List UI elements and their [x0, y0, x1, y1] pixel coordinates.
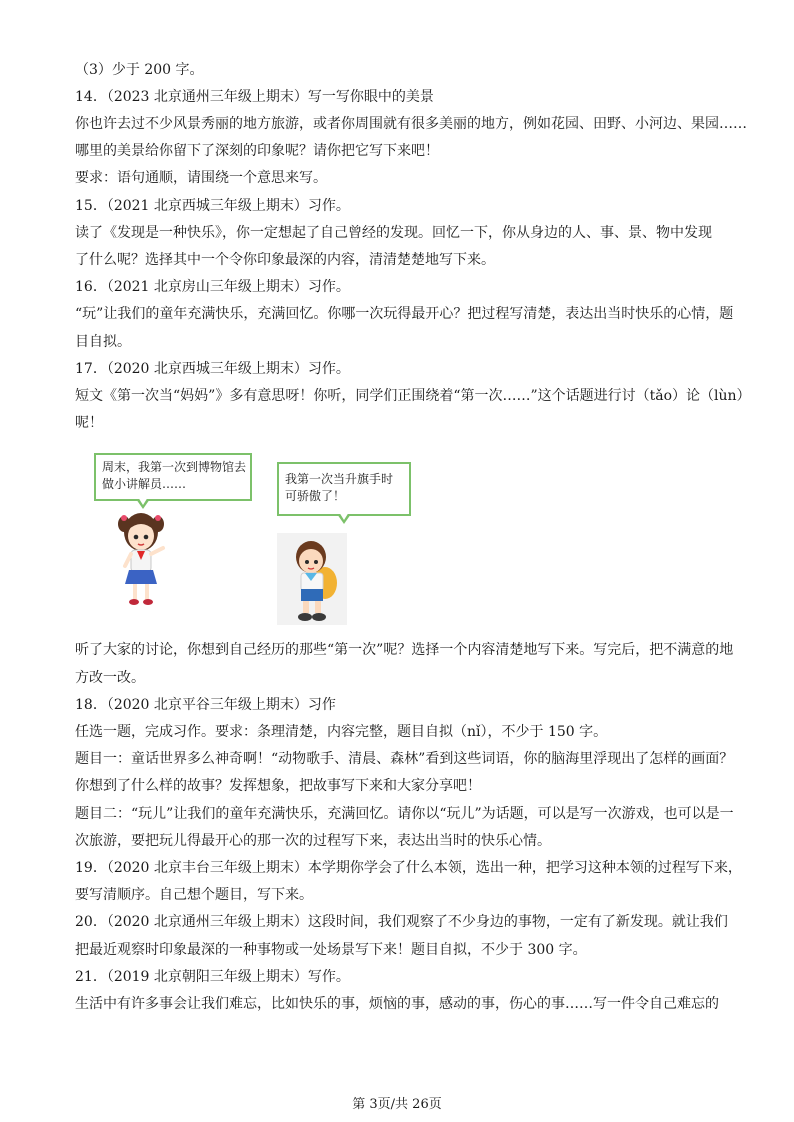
text-line: 呢！	[75, 415, 103, 431]
bubble-text: 周末，我第一次到博物馆去	[102, 460, 247, 474]
text-line: 短文《第一次当“妈妈”》多有意思呀！你听，同学们正围绕着“第一次……”这个话题进行讨（tǎo）论（lùn）	[75, 388, 751, 404]
question-18-heading: 18．（2020 北京平谷三年级上期末）习作	[75, 697, 336, 713]
girl-speech-bubble	[94, 453, 252, 501]
text-line: 把最近观察时印象最深的一种事物或一处场景写下来！题目自拟，不少于 300 字。	[75, 942, 587, 958]
text-line: 生活中有许多事会让我们难忘，比如快乐的事，烦恼的事，感动的事，伤心的事……写一件令自己难忘的	[75, 996, 719, 1012]
text-line: （3）少于 200 字。	[75, 62, 204, 78]
text-line: 次旅游，要把玩儿得最开心的那一次的过程写下来，表达出当时的快乐心情。	[75, 833, 551, 849]
question-20-heading: 20．（2020 北京通州三年级上期末）这段时间，我们观察了不少身边的事物，一定有了新发现。就让我们	[75, 914, 728, 930]
question-17-heading: 17．（2020 北京西城三年级上期末）习作。	[75, 361, 350, 377]
question-19-heading: 19．（2020 北京丰台三年级上期末）本学期你学会了什么本领，选出一种，把学习这种本领的过程写下来，	[75, 860, 742, 876]
text-line: 读了《发现是一种快乐》，你一定想起了自己曾经的发现。回忆一下，你从身边的人、事、景、物中发现	[75, 225, 712, 241]
bubble-text: 可骄傲了！	[285, 489, 346, 503]
text-line: 方改一改。	[75, 670, 145, 686]
text-line: 你想到了什么样的故事？发挥想象，把故事写下来和大家分享吧！	[75, 778, 481, 794]
text-line: 任选一题，完成习作。要求：条理清楚，内容完整，题目自拟（nǐ），不少于 150 字。	[75, 724, 608, 740]
text-line: 题目二：“玩儿”让我们的童年充满快乐，充满回忆。请你以“玩儿”为话题，可以是写一次游戏，也可以是一	[75, 806, 734, 822]
bubble-text: 做小讲解员……	[102, 477, 187, 491]
boy-figure-icon	[277, 533, 347, 625]
text-line: 目自拟。	[75, 334, 131, 350]
boy-speech-bubble	[277, 462, 411, 516]
question-21-heading: 21．（2019 北京朝阳三年级上期末）写作。	[75, 969, 350, 985]
question-14-heading: 14．（2023 北京通州三年级上期末）写一写你眼中的美景	[75, 89, 434, 105]
text-line: 题目一：童话世界多么神奇啊！“动物歌手、清晨、森林”看到这些词语，你的脑海里浮现出了怎样的画面？	[75, 751, 734, 767]
text-line: 听了大家的讨论，你想到自己经历的那些“第一次”呢？选择一个内容清楚地写下来。写完后，把不满意的地	[75, 642, 734, 658]
text-line: 了什么呢？选择其中一个令你印象最深的内容，清清楚楚地写下来。	[75, 252, 495, 268]
text-line: 你也许去过不少风景秀丽的地方旅游，或者你周围就有很多美丽的地方，例如花园、田野、小河边、果园……	[75, 116, 747, 132]
question-15-heading: 15．（2021 北京西城三年级上期末）习作。	[75, 198, 350, 214]
text-line: “玩”让我们的童年充满快乐，充满回忆。你哪一次玩得最开心？把过程写清楚，表达出当时快乐的心情，题	[75, 306, 734, 322]
boy-illustration	[277, 533, 347, 625]
question-16-heading: 16．（2021 北京房山三年级上期末）习作。	[75, 279, 350, 295]
text-line: 哪里的美景给你留下了深刻的印象呢？请你把它写下来吧！	[75, 143, 439, 159]
text-line: 要求：语句通顺，请围绕一个意思来写。	[75, 170, 327, 186]
page-number: 第 3页/共 26页	[352, 1097, 442, 1112]
bubble-text: 我第一次当升旗手时	[285, 472, 394, 486]
girl-illustration	[115, 508, 167, 608]
text-line: 要写清顺序。自己想个题目，写下来。	[75, 887, 313, 903]
